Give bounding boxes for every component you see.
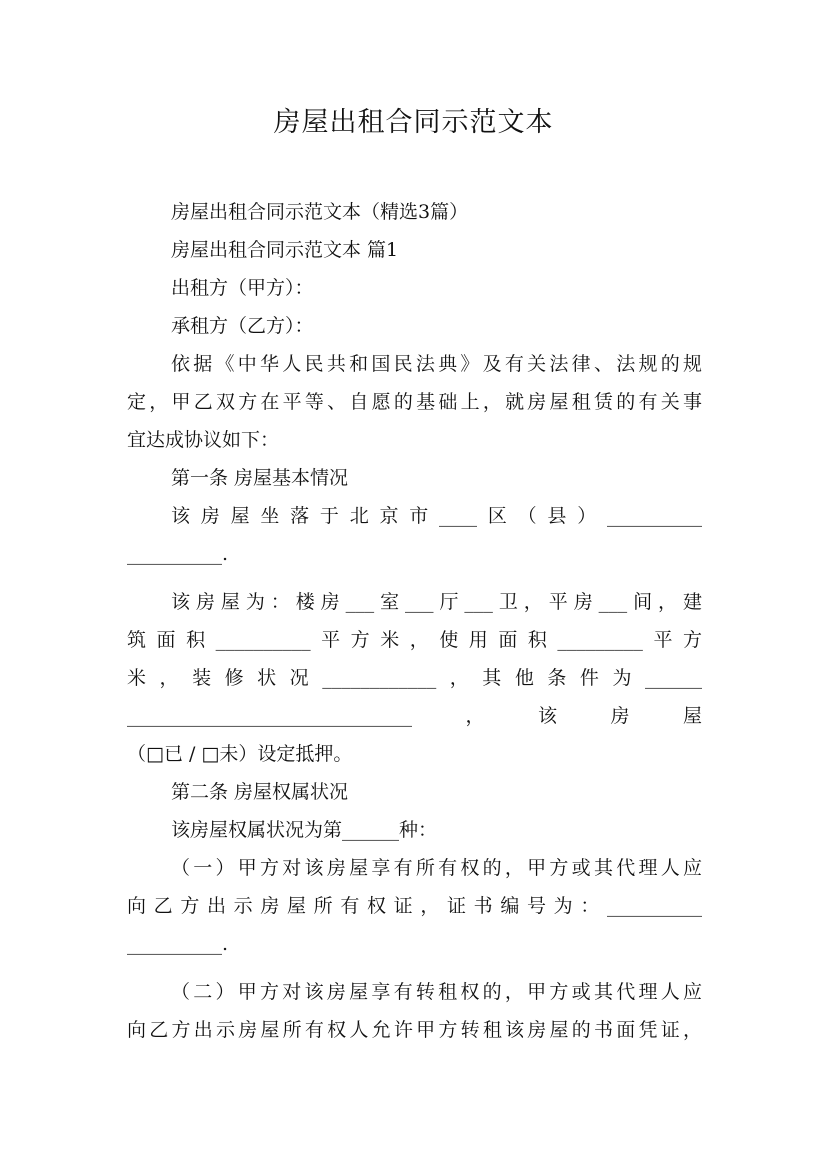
lessee-line: 承租方（乙方）： [171, 315, 314, 337]
paragraph-line: 该房屋为：楼房___室___厅___卫，平房___间，建 [171, 591, 702, 613]
paragraph-line: 依据《中华人民共和国民法典》及有关法律、法规的规 [171, 353, 702, 375]
lessor-line: 出租方（甲方）： [171, 277, 314, 299]
paragraph-line: 向乙方出示房屋所有权人允许甲方转租该房屋的书面凭证， [127, 1019, 702, 1041]
paragraph-line: 定，甲乙双方在平等、自愿的基础上，就房屋租赁的有关事 [127, 391, 702, 413]
paragraph-line: 该房屋坐落于北京市____区（县）__________ [171, 505, 702, 527]
paragraph-line: 向乙方出示房屋所有权证，证书编号为：__________ [127, 895, 702, 917]
paragraph-line: 米，装修状况____________，其他条件为______ [127, 667, 702, 689]
paragraph-line: 宜达成协议如下： [127, 429, 280, 451]
subtitle-line: 房屋出租合同示范文本（精选3篇） [171, 201, 469, 223]
paragraph-line: ______________________________，该房屋 [127, 705, 702, 727]
paragraph-line: （二）甲方对该房屋享有转租权的，甲方或其代理人应 [171, 981, 702, 1003]
document-body [127, 193, 702, 1049]
document-title: 房屋出租合同示范文本 [273, 107, 554, 138]
paragraph-line: （一）甲方对该房屋享有所有权的，甲方或其代理人应 [171, 857, 702, 879]
section-heading: 房屋出租合同示范文本 篇1 [171, 239, 399, 261]
paragraph-line: 筑面积__________平方米，使用面积_________平方 [127, 629, 702, 651]
article-heading: 第二条 房屋权属状况 [171, 781, 349, 803]
paragraph-line: 该房屋权属状况为第______种： [171, 819, 438, 841]
paragraph-line: __________. [127, 933, 229, 955]
article-heading: 第一条 房屋基本情况 [171, 467, 349, 489]
paragraph-line: （□已 / □未）设定抵押。 [127, 743, 353, 765]
paragraph-line: __________. [127, 543, 229, 565]
